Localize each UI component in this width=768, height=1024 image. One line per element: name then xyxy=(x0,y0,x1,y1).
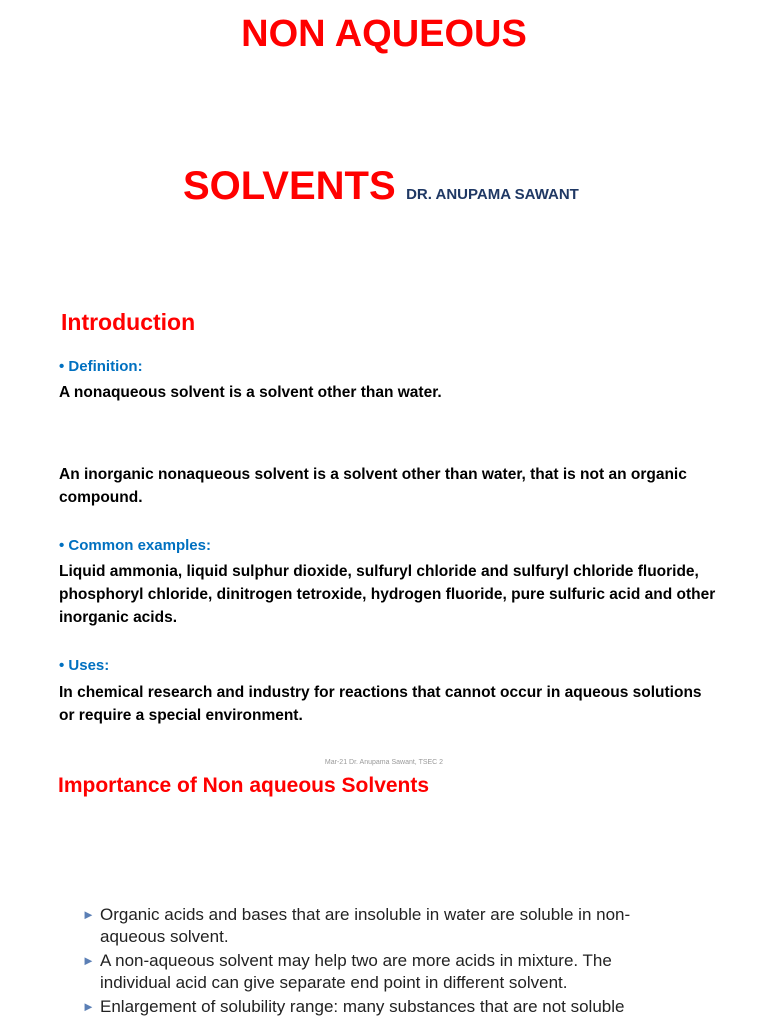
list-item xyxy=(80,904,680,948)
introduction-heading: Introduction xyxy=(61,309,196,335)
importance-list xyxy=(80,904,680,1020)
title-line-2: SOLVENTS xyxy=(183,164,396,208)
list-item-text: Organic acids and bases that are insoluble in water are soluble in non-aqueous solvent. xyxy=(100,905,631,946)
arrow-bullet-icon: ► xyxy=(82,953,95,968)
list-item xyxy=(80,996,680,1018)
definition-text: A nonaqueous solvent is a solvent other than water. xyxy=(59,384,442,401)
author-name: DR. ANUPAMA SAWANT xyxy=(406,186,579,203)
inorganic-definition-text: An inorganic nonaqueous solvent is a solvent other than water, that is not an organic compound. xyxy=(59,466,687,506)
list-item-text: Enlargement of solubility range: many substances that are not soluble xyxy=(100,997,625,1016)
importance-heading: Importance of Non aqueous Solvents xyxy=(58,774,430,797)
examples-text: Liquid ammonia, liquid sulphur dioxide, sulfuryl chloride and sulfuryl chloride fluoride, phosphoryl chloride, dinitrogen tetroxide, hydrogen fluoride, pure sulfuric acid and other inorganic acids. xyxy=(59,563,716,626)
slide-footer: Mar-21 Dr. Anupama Sawant, TSEC 2 xyxy=(324,759,444,766)
title-line-2-row xyxy=(183,162,579,210)
arrow-bullet-icon: ► xyxy=(82,999,95,1014)
list-item-text: A non-aqueous solvent may help two are more acids in mixture. The individual acid can give separate end point in different solvent. xyxy=(100,951,612,992)
title-line-1: NON AQUEOUS xyxy=(241,13,527,55)
list-item xyxy=(80,950,680,994)
definition-label: • Definition: xyxy=(59,358,143,375)
uses-text: In chemical research and industry for reactions that cannot occur in aqueous solutions or require a special environment. xyxy=(59,684,702,724)
arrow-bullet-icon: ► xyxy=(82,907,95,922)
examples-label: • Common examples: xyxy=(59,537,211,554)
uses-label: • Uses: xyxy=(59,657,110,674)
